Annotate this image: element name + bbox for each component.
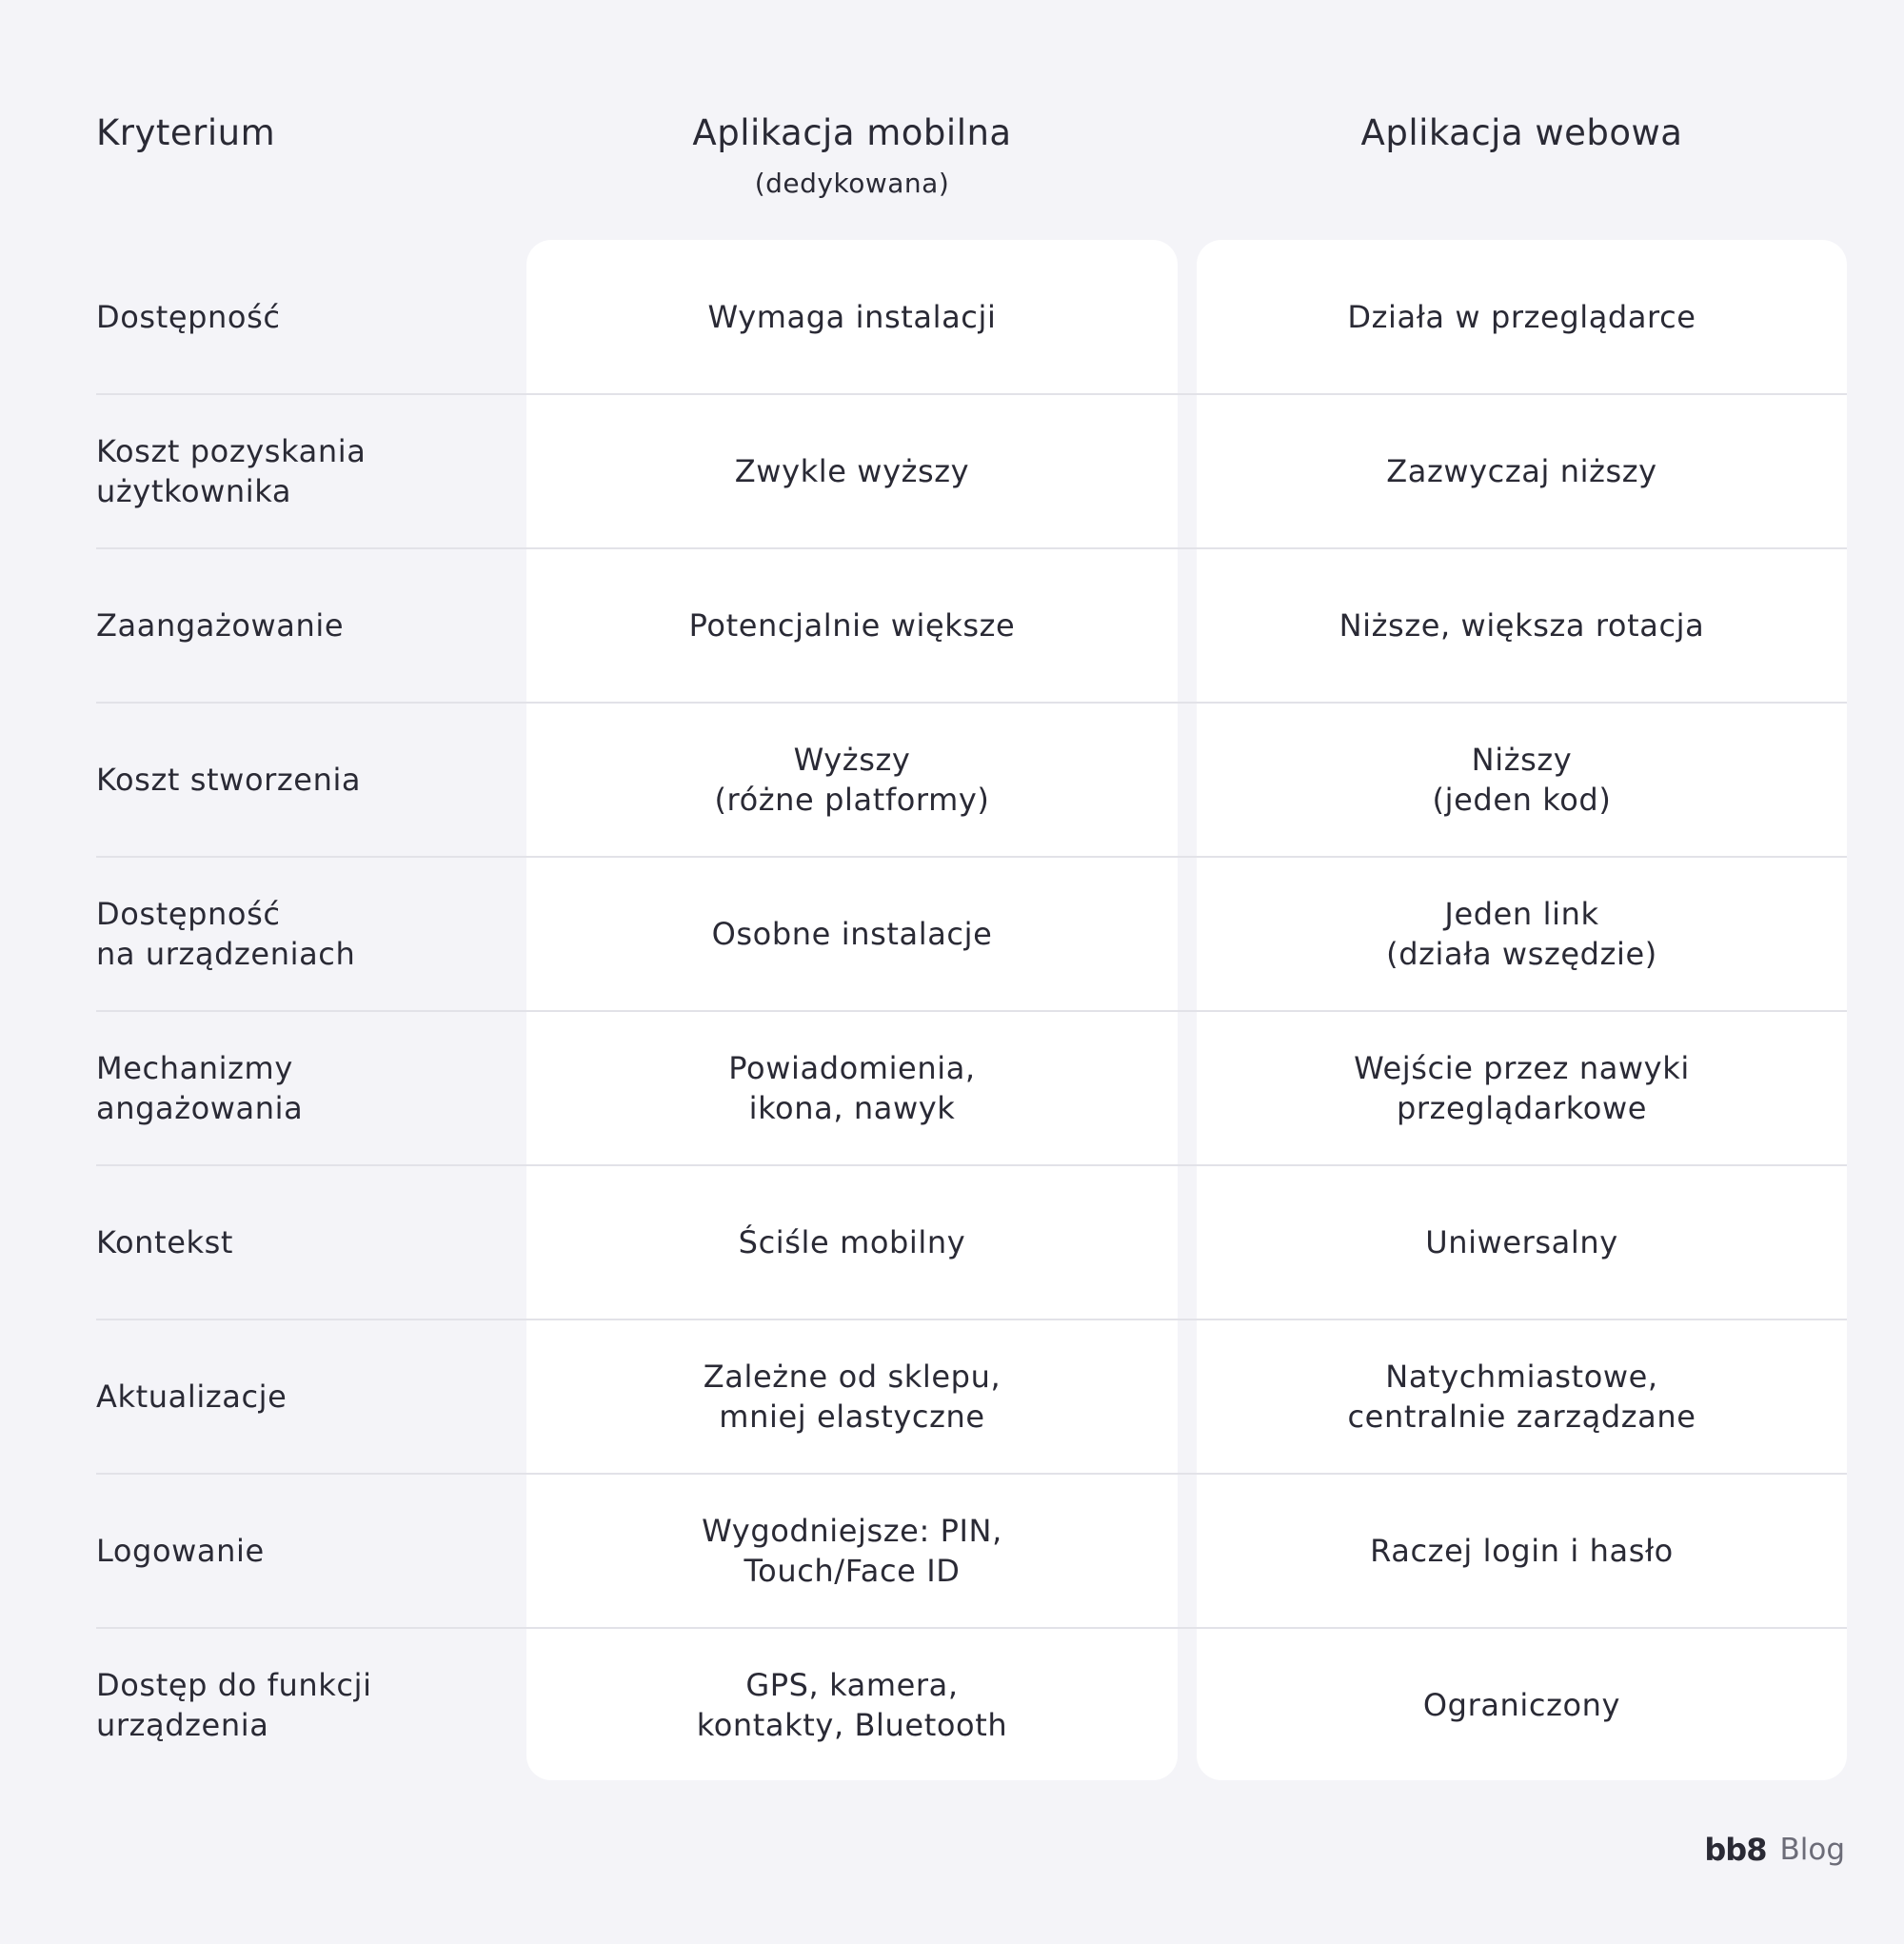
row-criterion: Dostępność na urządzeniach: [96, 896, 356, 972]
table-row: [0, 1628, 1904, 1782]
row-web-value: Wejście przez nawyki przeglądarkowe: [1354, 1050, 1690, 1126]
row-criterion: Aktualizacje: [96, 1379, 288, 1415]
row-divider: [96, 702, 1847, 704]
table-row: [0, 1011, 1904, 1165]
row-criterion: Koszt stworzenia: [96, 762, 362, 798]
row-divider: [96, 1164, 1847, 1166]
row-divider: [96, 1319, 1847, 1320]
row-mobile-value: Zwykle wyższy: [734, 453, 970, 489]
row-mobile-value: GPS, kamera, kontakty, Bluetooth: [696, 1667, 1008, 1743]
row-criterion: Dostęp do funkcji urządzenia: [96, 1667, 372, 1743]
row-mobile-value: Wygodniejsze: PIN, Touch/Face ID: [702, 1513, 1002, 1589]
table-row: [0, 548, 1904, 703]
row-web-value: Niższy (jeden kod): [1432, 742, 1612, 818]
table-row: [0, 394, 1904, 548]
row-criterion: Zaangażowanie: [96, 607, 345, 644]
table-row: [0, 703, 1904, 857]
row-divider: [96, 856, 1847, 858]
row-web-value: Działa w przeglądarce: [1347, 299, 1696, 335]
row-criterion: Mechanizmy angażowania: [96, 1050, 304, 1126]
row-mobile-value: Wymaga instalacji: [707, 299, 997, 335]
row-criterion: Dostępność: [96, 299, 281, 335]
row-web-value: Jeden link (działa wszędzie): [1386, 896, 1657, 972]
row-divider: [96, 547, 1847, 549]
row-criterion: Koszt pozyskania użytkownika: [96, 433, 367, 509]
row-divider: [96, 393, 1847, 395]
row-mobile-value: Potencjalnie większe: [688, 607, 1016, 644]
header-mobile-app: Aplikacja mobilna: [692, 112, 1012, 153]
table-row: [0, 857, 1904, 1011]
row-divider: [96, 1473, 1847, 1475]
table-row: [0, 1165, 1904, 1319]
row-web-value: Uniwersalny: [1425, 1224, 1618, 1260]
table-row: [0, 1474, 1904, 1628]
row-mobile-value: Wyższy (różne platformy): [714, 742, 990, 818]
row-mobile-value: Ściśle mobilny: [738, 1224, 966, 1260]
header-web-app: Aplikacja webowa: [1360, 112, 1683, 153]
row-criterion: Logowanie: [96, 1533, 265, 1569]
row-web-value: Ograniczony: [1422, 1687, 1621, 1723]
row-mobile-value: Osobne instalacje: [711, 916, 993, 952]
row-web-value: Zazwyczaj niższy: [1386, 453, 1657, 489]
row-criterion: Kontekst: [96, 1224, 234, 1260]
table-row: [0, 1319, 1904, 1474]
bb8-logo-mark: bb8: [1704, 1832, 1767, 1868]
row-web-value: Niższe, większa rotacja: [1339, 607, 1705, 644]
row-web-value: Raczej login i hasło: [1370, 1533, 1674, 1569]
table-row: [0, 240, 1904, 394]
row-mobile-value: Powiadomienia, ikona, nawyk: [728, 1050, 976, 1126]
row-mobile-value: Zależne od sklepu, mniej elastyczne: [703, 1359, 1002, 1435]
brand-logo: [1704, 1832, 1845, 1868]
header-criterion: Kryterium: [96, 112, 276, 153]
row-web-value: Natychmiastowe, centralnie zarządzane: [1347, 1359, 1696, 1435]
logo-blog-label: Blog: [1779, 1833, 1845, 1867]
row-divider: [96, 1627, 1847, 1629]
row-divider: [96, 1010, 1847, 1012]
header-mobile-subtitle: (dedykowana): [754, 168, 950, 199]
